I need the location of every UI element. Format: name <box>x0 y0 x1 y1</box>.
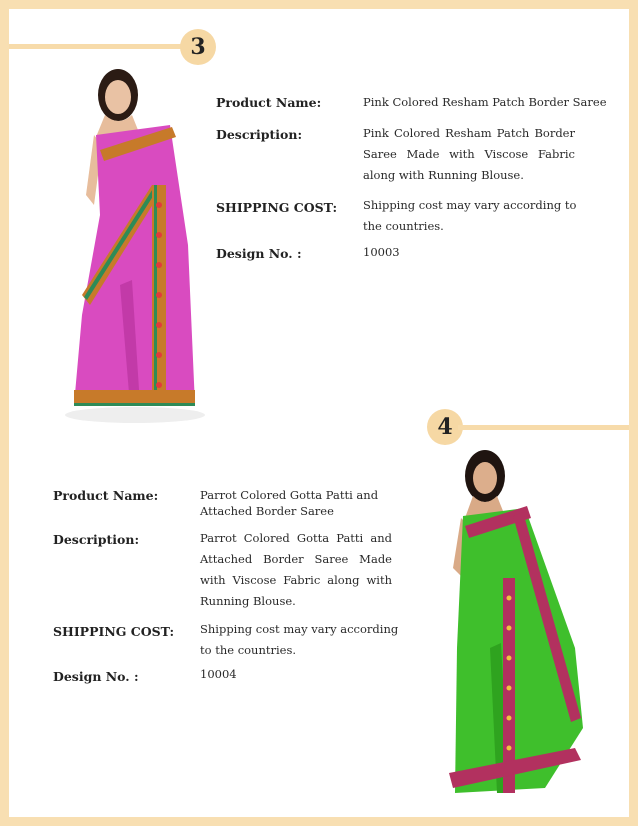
shipping-cost-label: SHIPPING COST: <box>53 624 175 639</box>
design-no-label: Design No. : <box>216 246 302 261</box>
product-number-badge: 3 <box>180 29 216 65</box>
description-value: Parrot Colored Gotta Patti and Attached Border Saree Made with Viscose Fabric along with Running Blouse. <box>200 531 392 608</box>
product-name-value: Parrot Colored Gotta Patti and Attached Border Saree <box>200 488 379 518</box>
design-no-label: Design No. : <box>53 669 139 684</box>
section-rule <box>458 425 629 430</box>
description-label: Description: <box>216 127 303 142</box>
product-name-label: Product Name: <box>216 95 322 110</box>
design-no-value: 10004 <box>200 667 237 681</box>
product-name-value: Pink Colored Resham Patch Border Saree <box>363 95 607 109</box>
product-image <box>435 448 595 808</box>
description-value: Pink Colored Resham Patch Border Saree Made with Viscose Fabric along with Running Blouse. <box>363 126 575 182</box>
design-no-value: 10003 <box>363 245 400 259</box>
description-label: Description: <box>53 532 140 547</box>
product-name-label: Product Name: <box>53 488 159 503</box>
shipping-cost-value: Shipping cost may vary according to the countries. <box>363 198 577 233</box>
shipping-cost-label: SHIPPING COST: <box>216 200 338 215</box>
shipping-cost-value: Shipping cost may vary according to the countries. <box>200 622 399 657</box>
product-number-badge: 4 <box>427 409 463 445</box>
product-image <box>60 65 210 425</box>
section-rule <box>9 44 189 49</box>
